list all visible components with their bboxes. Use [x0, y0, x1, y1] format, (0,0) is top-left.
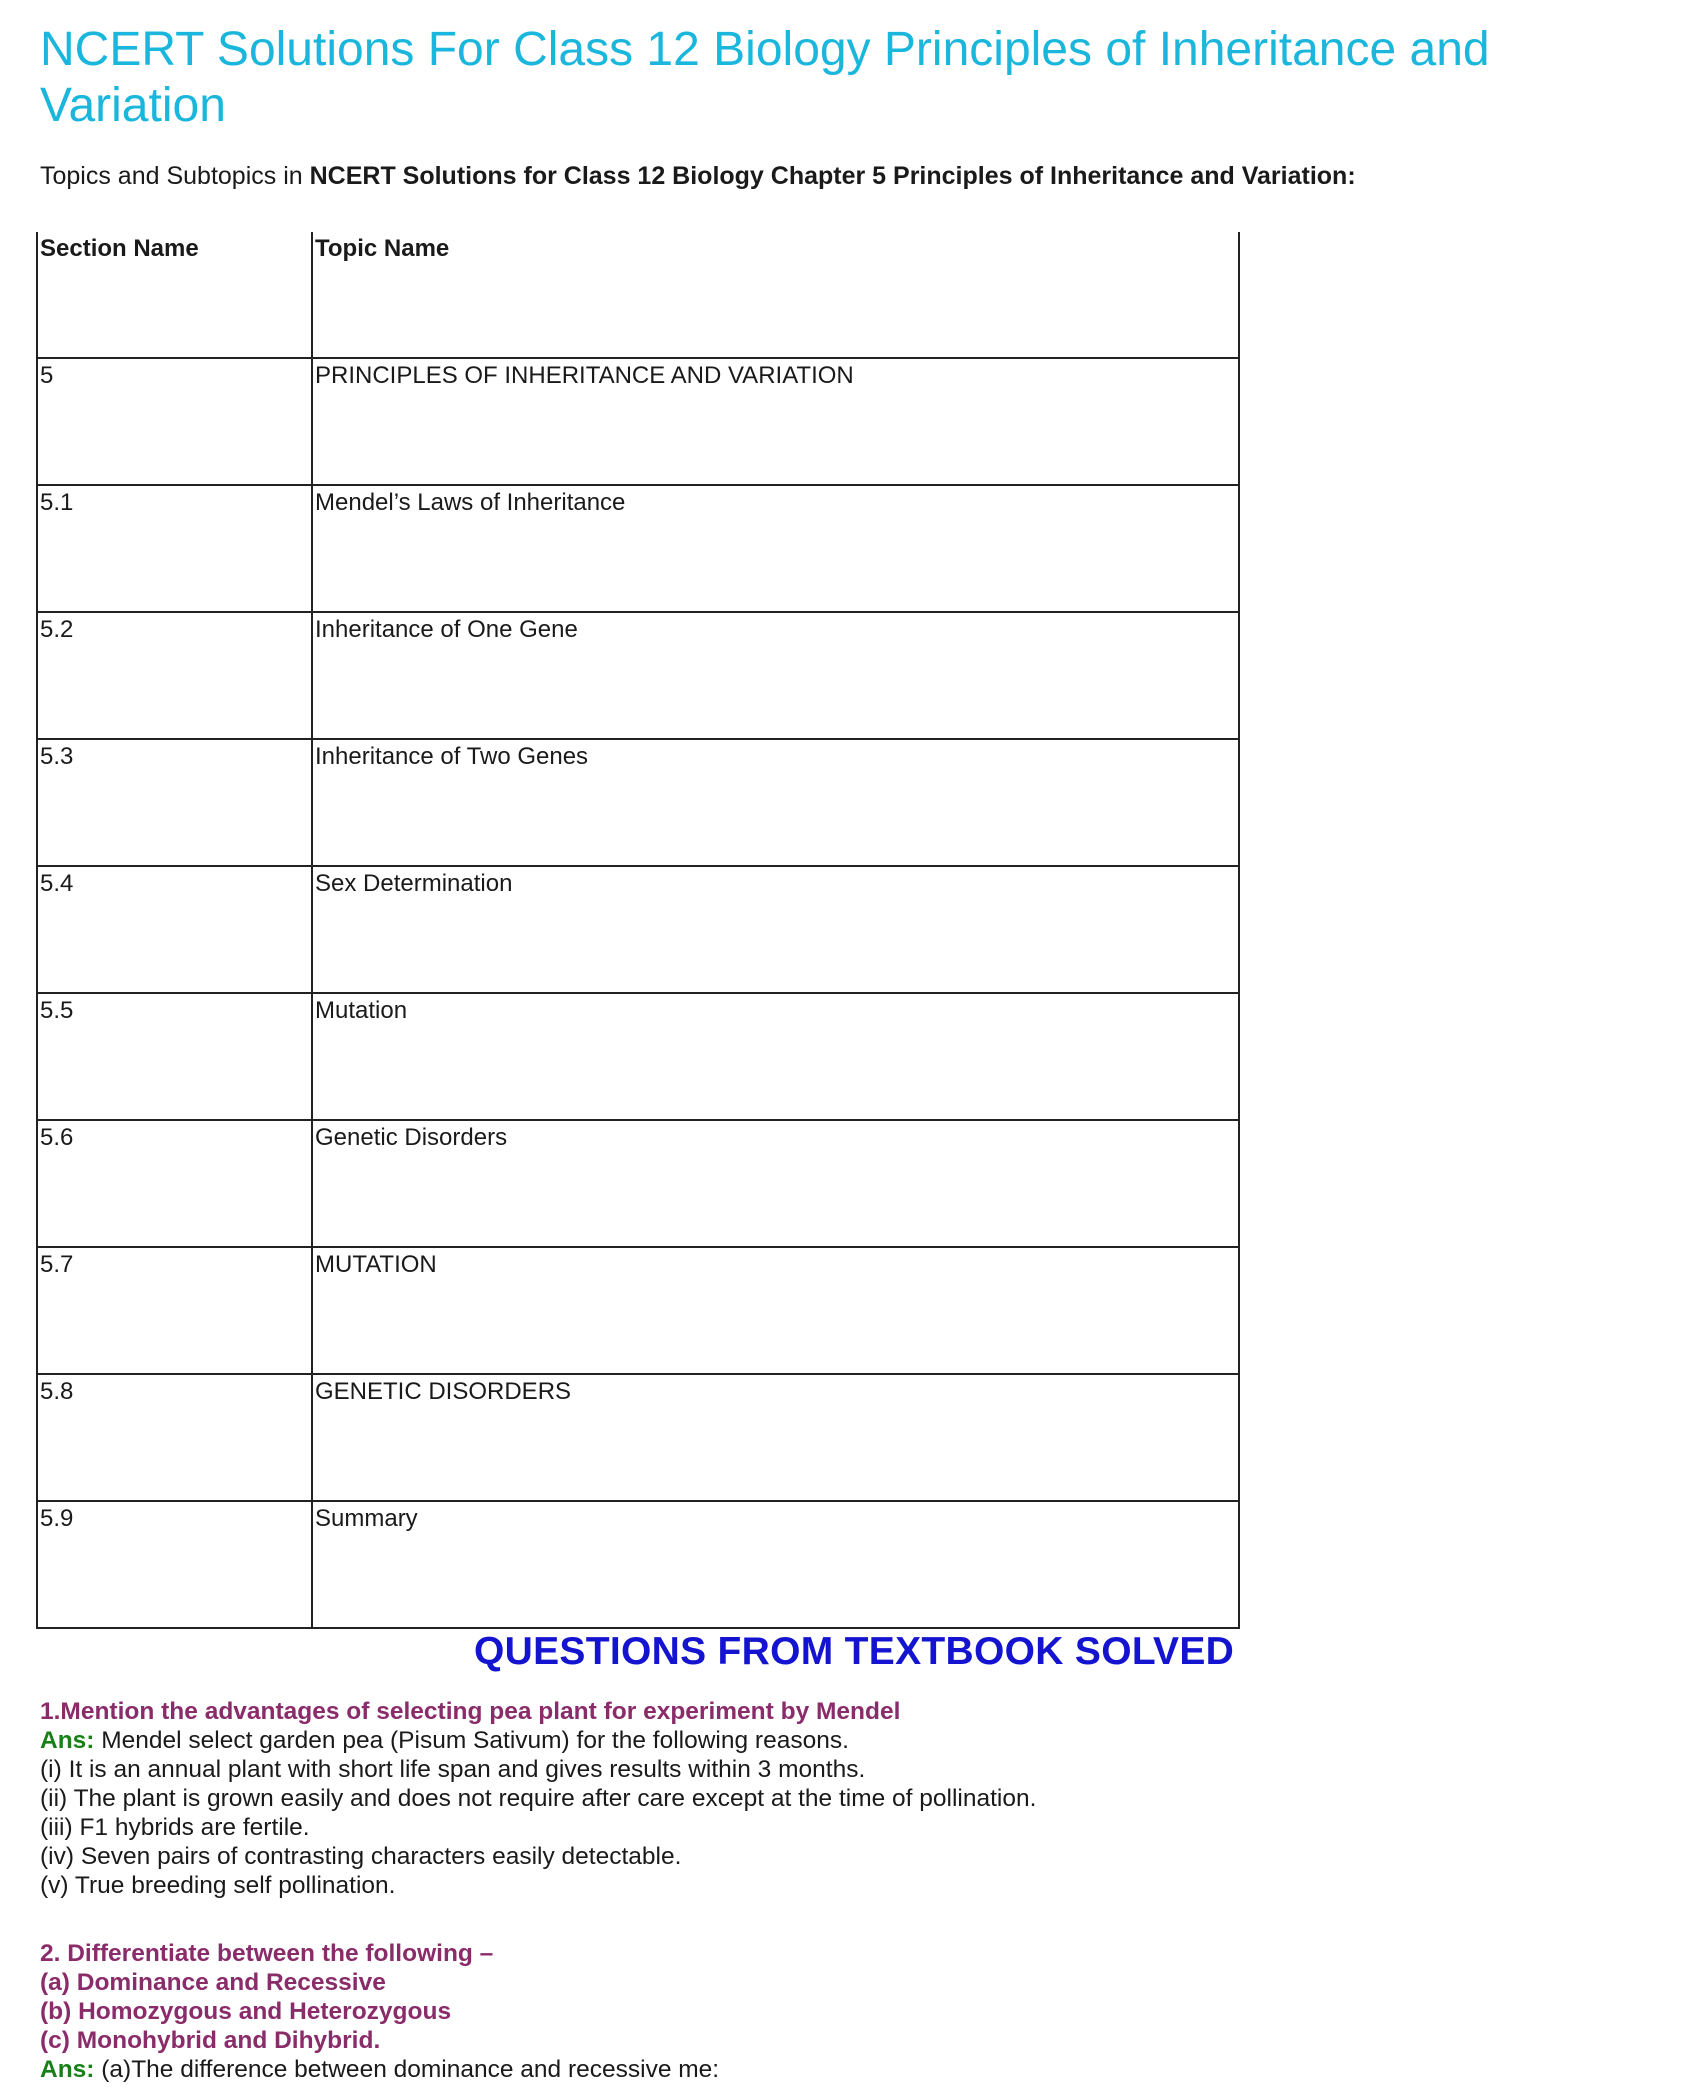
table-row — [37, 1501, 1239, 1628]
answer-text: (a)The difference between dominance and recessive me: — [94, 2056, 720, 2083]
section-cell: 5.3 — [37, 739, 312, 866]
section-cell: 5.7 — [37, 1247, 312, 1374]
topic-cell: PRINCIPLES OF INHERITANCE AND VARIATION — [312, 358, 1239, 485]
question-2-part: (c) Monohybrid and Dihybrid. — [40, 2027, 381, 2054]
question-2-title: 2. Differentiate between the following – — [40, 1940, 494, 1967]
table-header-row — [37, 232, 1239, 358]
topic-cell: MUTATION — [312, 1247, 1239, 1374]
topic-cell: Inheritance of One Gene — [312, 612, 1239, 739]
question-1-title: 1.Mention the advantages of selecting pea plant for experiment by Mendel — [40, 1698, 901, 1725]
section-cell: 5.4 — [37, 866, 312, 993]
question-1-answer — [40, 1726, 1640, 1755]
answer-point: (v) True breeding self pollination. — [40, 1872, 396, 1899]
answer-point: (i) It is an annual plant with short life span and gives results within 3 months. — [40, 1756, 866, 1783]
answer-point: (iii) F1 hybrids are fertile. — [40, 1814, 310, 1841]
topic-cell: Summary — [312, 1501, 1239, 1628]
intro-bold: NCERT Solutions for Class 12 Biology Chapter 5 Principles of Inheritance and Variation: — [309, 162, 1356, 190]
header-section-name: Section Name — [37, 232, 312, 358]
answer-point: (ii) The plant is grown easily and does not require after care except at the time of pollination. — [40, 1785, 1037, 1812]
table-row — [37, 1120, 1239, 1247]
topic-cell: Sex Determination — [312, 866, 1239, 993]
section-cell: 5.8 — [37, 1374, 312, 1501]
section-cell: 5.9 — [37, 1501, 312, 1628]
answer-label: Ans: — [40, 2056, 95, 2083]
table-row — [37, 612, 1239, 739]
section-cell: 5.6 — [37, 1120, 312, 1247]
table-row — [37, 1374, 1239, 1501]
section-cell: 5.1 — [37, 485, 312, 612]
intro-prefix: Topics and Subtopics in — [40, 162, 310, 190]
question-2-part: (b) Homozygous and Heterozygous — [40, 1998, 452, 2025]
table-row — [37, 358, 1239, 485]
table-row — [37, 1247, 1239, 1374]
answer-label: Ans: — [40, 1727, 95, 1754]
question-2-part: (a) Dominance and Recessive — [40, 1969, 386, 1996]
table-row — [37, 866, 1239, 993]
topic-cell: Mutation — [312, 993, 1239, 1120]
question-2-block — [40, 1939, 1640, 2084]
topic-cell: Inheritance of Two Genes — [312, 739, 1239, 866]
intro-text — [40, 160, 1356, 192]
section-cell: 5.5 — [37, 993, 312, 1120]
topic-cell: GENETIC DISORDERS — [312, 1374, 1239, 1501]
section-cell: 5 — [37, 358, 312, 485]
table-row — [37, 739, 1239, 866]
table-row — [37, 993, 1239, 1120]
topic-cell: Genetic Disorders — [312, 1120, 1239, 1247]
table-row — [37, 485, 1239, 612]
answer-point: (iv) Seven pairs of contrasting characters easily detectable. — [40, 1843, 682, 1870]
topic-cell: Mendel’s Laws of Inheritance — [312, 485, 1239, 612]
answer-text: Mendel select garden pea (Pisum Sativum) for the following reasons. — [94, 1727, 849, 1754]
topics-table — [36, 232, 1240, 1629]
section-cell: 5.2 — [37, 612, 312, 739]
question-2-answer — [40, 2055, 1640, 2084]
header-topic-name: Topic Name — [312, 232, 1239, 358]
section-heading: QUESTIONS FROM TEXTBOOK SOLVED — [474, 1630, 1235, 1673]
page-title: NCERT Solutions For Class 12 Biology Principles of Inheritance and Variation — [40, 23, 1490, 132]
question-1-block — [40, 1697, 1640, 1900]
